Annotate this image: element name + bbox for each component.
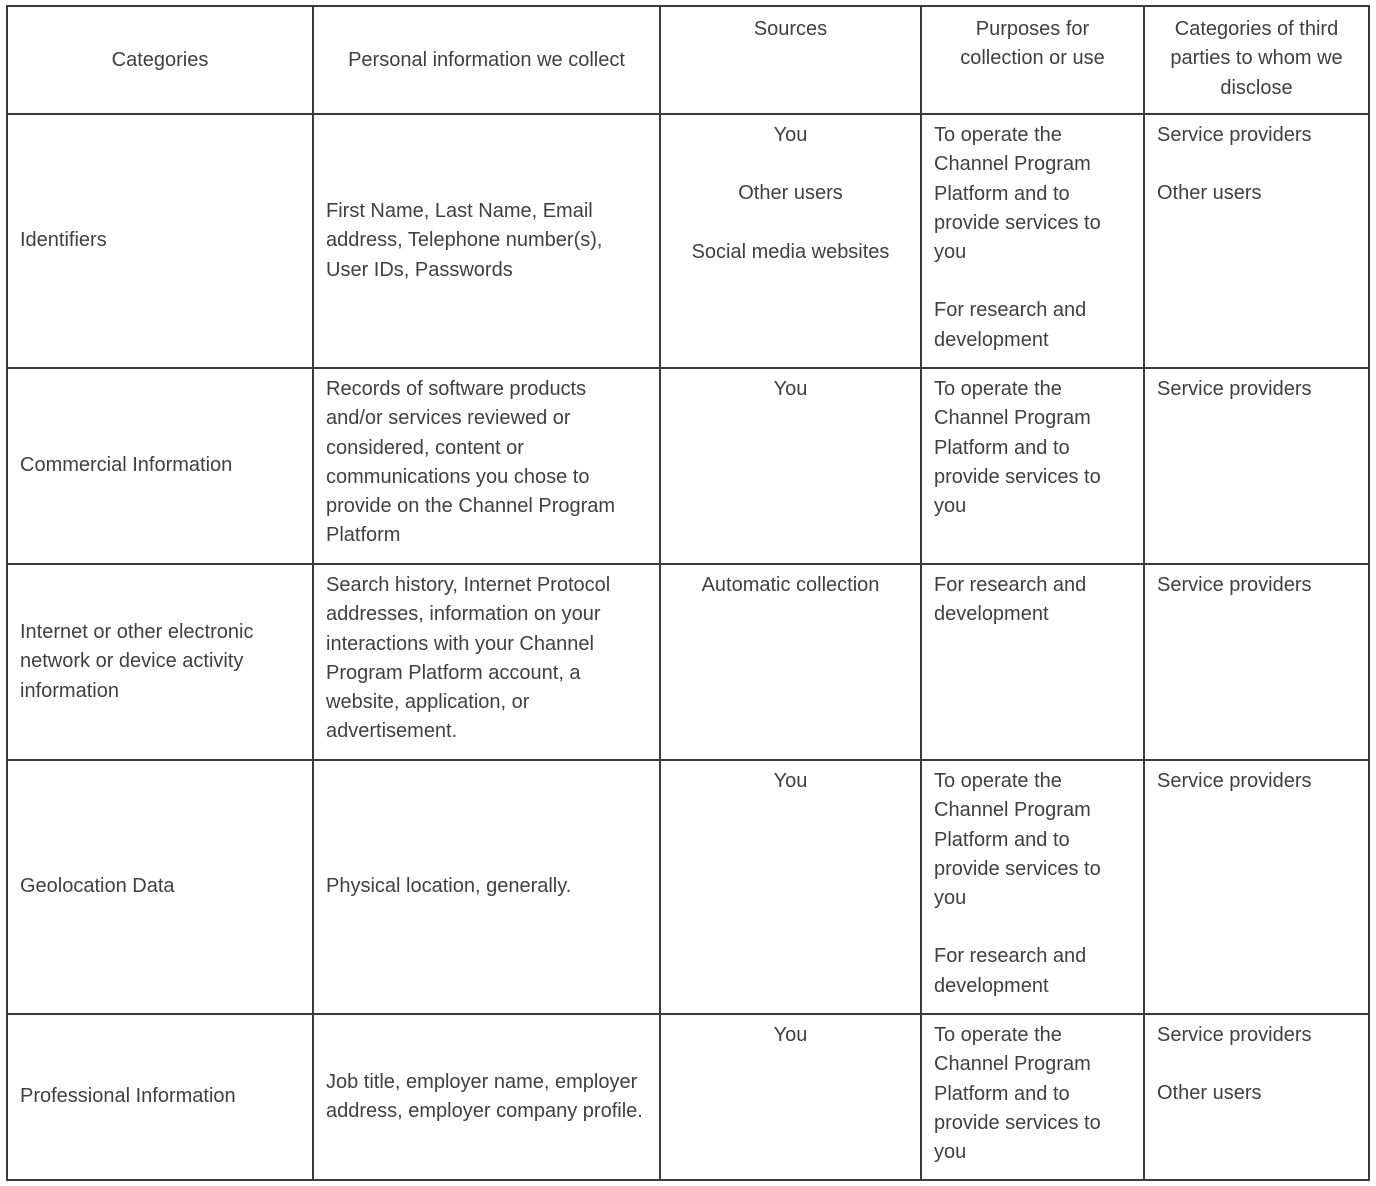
purposes-cell [921,760,1144,1014]
category-cell: Commercial Information [7,368,313,564]
table-row [7,1014,1369,1180]
purposes-cell [921,114,1144,368]
sources-cell [660,564,921,760]
source-item: You [773,378,808,400]
source-item: You [773,770,808,792]
source-item: You [773,124,808,146]
personal-info-cell: First Name, Last Name, Email address, Telephone number(s), User IDs, Passwords [313,114,660,368]
third-party-item: Service providers [1157,378,1312,400]
purpose-item: For research and development [934,574,1087,626]
purpose-item: To operate the Channel Program Platform and to provide services to you [934,1024,1101,1164]
header-purposes: Purposes for collection or use [921,6,1144,114]
category-cell: Identifiers [7,114,313,368]
third-parties-cell [1144,1014,1369,1180]
source-item: Social media websites [691,240,890,263]
purposes-cell [921,368,1144,564]
source-item: You [773,1024,808,1046]
third-party-item: Other users [1157,1082,1262,1105]
purposes-cell [921,564,1144,760]
header-categories: Categories [7,6,313,114]
purpose-item: To operate the Channel Program Platform and to provide services to you [934,124,1101,264]
category-cell: Internet or other electronic network or device activity information [7,564,313,760]
table-row [7,114,1369,368]
third-parties-cell [1144,114,1369,368]
source-item: Other users [738,182,843,205]
sources-cell [660,114,921,368]
third-party-item: Service providers [1157,770,1312,792]
sources-cell [660,760,921,1014]
purpose-item: To operate the Channel Program Platform and to provide services to you [934,770,1101,910]
third-parties-cell [1144,564,1369,760]
sources-cell [660,368,921,564]
header-personal-information: Personal information we collect [313,6,660,114]
source-item: Automatic collection [701,574,880,596]
table-row [7,760,1369,1014]
category-cell: Professional Information [7,1014,313,1180]
category-cell: Geolocation Data [7,760,313,1014]
third-party-item: Other users [1157,182,1262,205]
third-parties-cell [1144,760,1369,1014]
third-party-item: Service providers [1157,574,1312,596]
header-sources: Sources [660,6,921,114]
personal-info-cell: Records of software products and/or services reviewed or considered, content or communications you chose to provide on the Channel Program Platform [313,368,660,564]
personal-information-table [6,5,1370,1181]
table-row [7,368,1369,564]
third-parties-cell [1144,368,1369,564]
purposes-cell [921,1014,1144,1180]
personal-info-cell: Search history, Internet Protocol addresses, information on your interactions with your Channel Program Platform account, a website, application, or advertisement. [313,564,660,760]
purpose-item: For research and development [934,299,1087,351]
personal-info-cell: Physical location, generally. [313,760,660,1014]
sources-cell [660,1014,921,1180]
third-party-item: Service providers [1157,1024,1312,1046]
header-row [7,6,1369,114]
purpose-item: For research and development [934,945,1087,997]
header-third-parties: Categories of third parties to whom we disclose [1144,6,1369,114]
personal-info-cell: Job title, employer name, employer address, employer company profile. [313,1014,660,1180]
table-row [7,564,1369,760]
third-party-item: Service providers [1157,124,1312,146]
purpose-item: To operate the Channel Program Platform and to provide services to you [934,378,1101,518]
